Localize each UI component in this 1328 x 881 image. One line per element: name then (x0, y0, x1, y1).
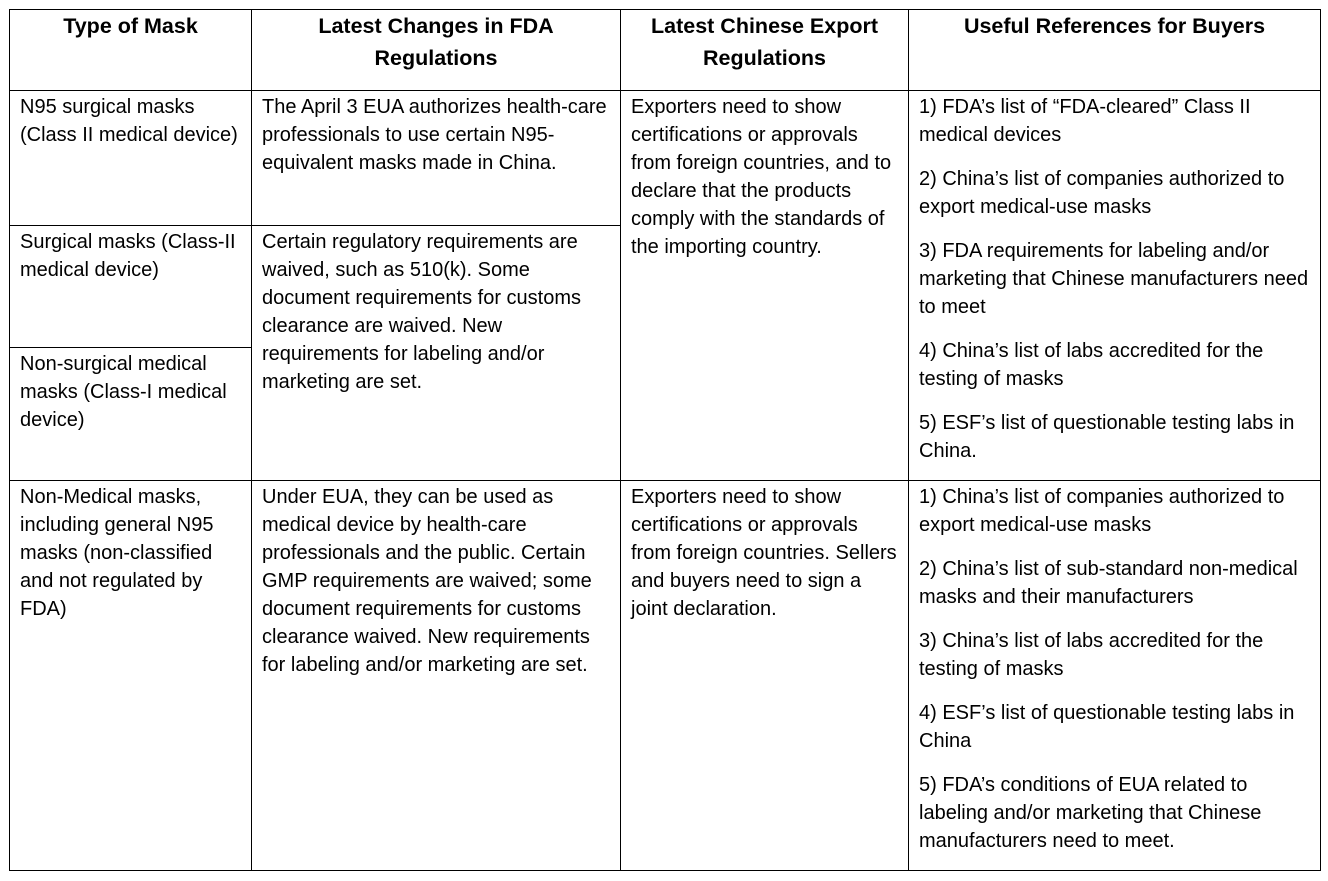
header-fda-changes: Latest Changes in FDA Regulations (252, 10, 621, 91)
cell-fda-non-medical: Under EUA, they can be used as medical device by health-care professionals and the public. Certain GMP requirements are waived; some document requirements for customs clearance waived. New requirements for labeling and/or marketing are set. (252, 481, 621, 871)
reference-item: 5) ESF’s list of questionable testing labs in China. (919, 412, 1295, 462)
header-chinese-export: Latest Chinese Export Regulations (621, 10, 909, 91)
header-type-of-mask: Type of Mask (10, 10, 252, 91)
table-row (10, 91, 1321, 226)
reference-item: 4) ESF’s list of questionable testing labs in China (919, 702, 1295, 752)
cell-fda-n95: The April 3 EUA authorizes health-care professionals to use certain N95-equivalent masks made in China. (252, 91, 621, 226)
cell-references-medical (909, 91, 1321, 481)
cell-type-non-medical: Non-Medical masks, including general N95 masks (non-classified and not regulated by FDA) (10, 481, 252, 871)
reference-item: 1) China’s list of companies authorized to export medical-use masks (919, 486, 1285, 536)
cell-references-non-medical (909, 481, 1321, 871)
mask-regulations-table (9, 9, 1321, 871)
header-references: Useful References for Buyers (909, 10, 1321, 91)
reference-item: 5) FDA’s conditions of EUA related to labeling and/or marketing that Chinese manufacturers need to meet. (919, 774, 1262, 852)
reference-item: 3) FDA requirements for labeling and/or marketing that Chinese manufacturers need to meet (919, 240, 1309, 318)
cell-fda-surgical: Certain regulatory requirements are waived, such as 510(k). Some document requirements for customs clearance are waived. New requirements for labeling and/or marketing are set. (252, 226, 621, 481)
reference-item: 4) China’s list of labs accredited for the testing of masks (919, 340, 1264, 390)
reference-item: 2) China’s list of sub-standard non-medical masks and their manufacturers (919, 558, 1298, 608)
cell-chinese-export-non-medical: Exporters need to show certifications or approvals from foreign countries. Sellers and buyers need to sign a joint declaration. (621, 481, 909, 871)
reference-item: 1) FDA’s list of “FDA-cleared” Class II medical devices (919, 96, 1251, 146)
table-row (10, 481, 1321, 871)
reference-item: 3) China’s list of labs accredited for the testing of masks (919, 630, 1264, 680)
cell-chinese-export-medical: Exporters need to show certifications or approvals from foreign countries, and to declare that the products comply with the standards of the importing country. (621, 91, 909, 481)
reference-item: 2) China’s list of companies authorized to export medical-use masks (919, 168, 1285, 218)
cell-type-surgical: Surgical masks (Class-II medical device) (10, 226, 252, 348)
cell-type-non-surgical: Non-surgical medical masks (Class-I medical device) (10, 348, 252, 481)
header-row (10, 10, 1321, 91)
cell-type-n95-surgical: N95 surgical masks (Class II medical device) (10, 91, 252, 226)
